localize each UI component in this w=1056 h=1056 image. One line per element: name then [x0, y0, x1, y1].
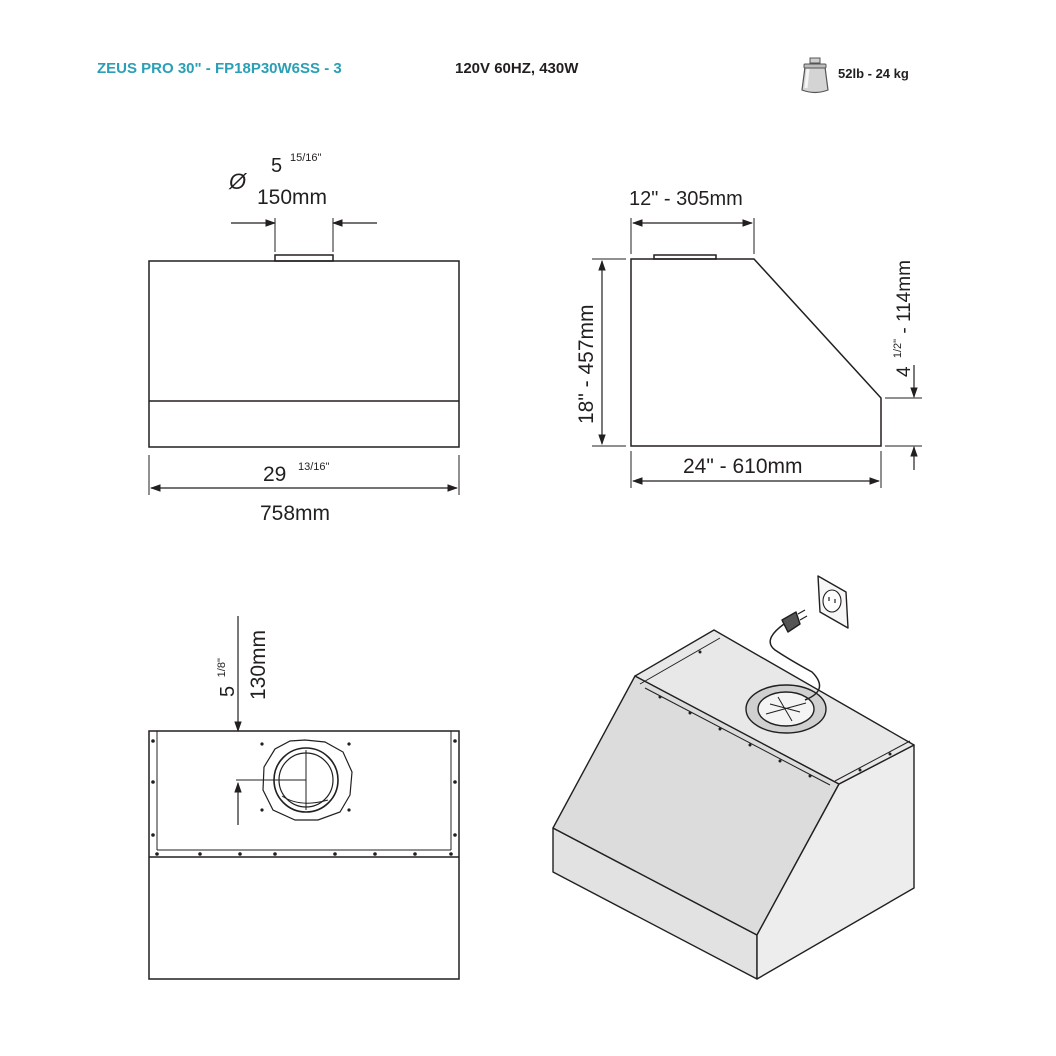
offset-mm: 130mm [247, 629, 270, 700]
side-view [592, 218, 922, 488]
electrical-spec: 120V 60HZ, 430W [455, 60, 579, 77]
screw-holes [151, 739, 457, 856]
hood-top-outline [149, 731, 459, 979]
width-mm: 758mm [260, 502, 331, 525]
isometric-view [553, 576, 914, 979]
duct-size-whole: 5 [271, 155, 283, 177]
front-height-whole: 4 [894, 366, 915, 377]
duct-collar-front [275, 255, 333, 261]
front-view [149, 218, 459, 495]
hood-front-body [149, 261, 459, 447]
width-fraction: 13/16" [298, 461, 330, 473]
duct-size-mm: 150mm [257, 186, 328, 209]
height-label: 18" - 457mm [575, 304, 598, 424]
front-height-fraction: 1/2" [892, 338, 904, 359]
power-plug-icon [782, 612, 800, 632]
bottom-depth-label: 24" - 610mm [683, 455, 803, 478]
top-depth-label: 12" - 305mm [629, 188, 743, 210]
offset-fraction: 1/8" [216, 658, 228, 678]
diameter-icon: Ø [229, 169, 247, 194]
offset-label [216, 658, 239, 697]
hood-side-profile [631, 259, 881, 446]
model-title: ZEUS PRO 30" - FP18P30W6SS - 3 [97, 60, 342, 77]
duct-collar-side [654, 255, 716, 259]
duct-size-fraction: 15/16" [290, 152, 322, 164]
offset-whole: 5 [217, 685, 239, 697]
width-whole: 29 [263, 463, 287, 486]
top-view [149, 616, 459, 979]
weight-spec: 52lb - 24 kg [838, 66, 909, 81]
front-height-mm: - 114mm [894, 260, 915, 334]
front-height-label [885, 260, 915, 377]
